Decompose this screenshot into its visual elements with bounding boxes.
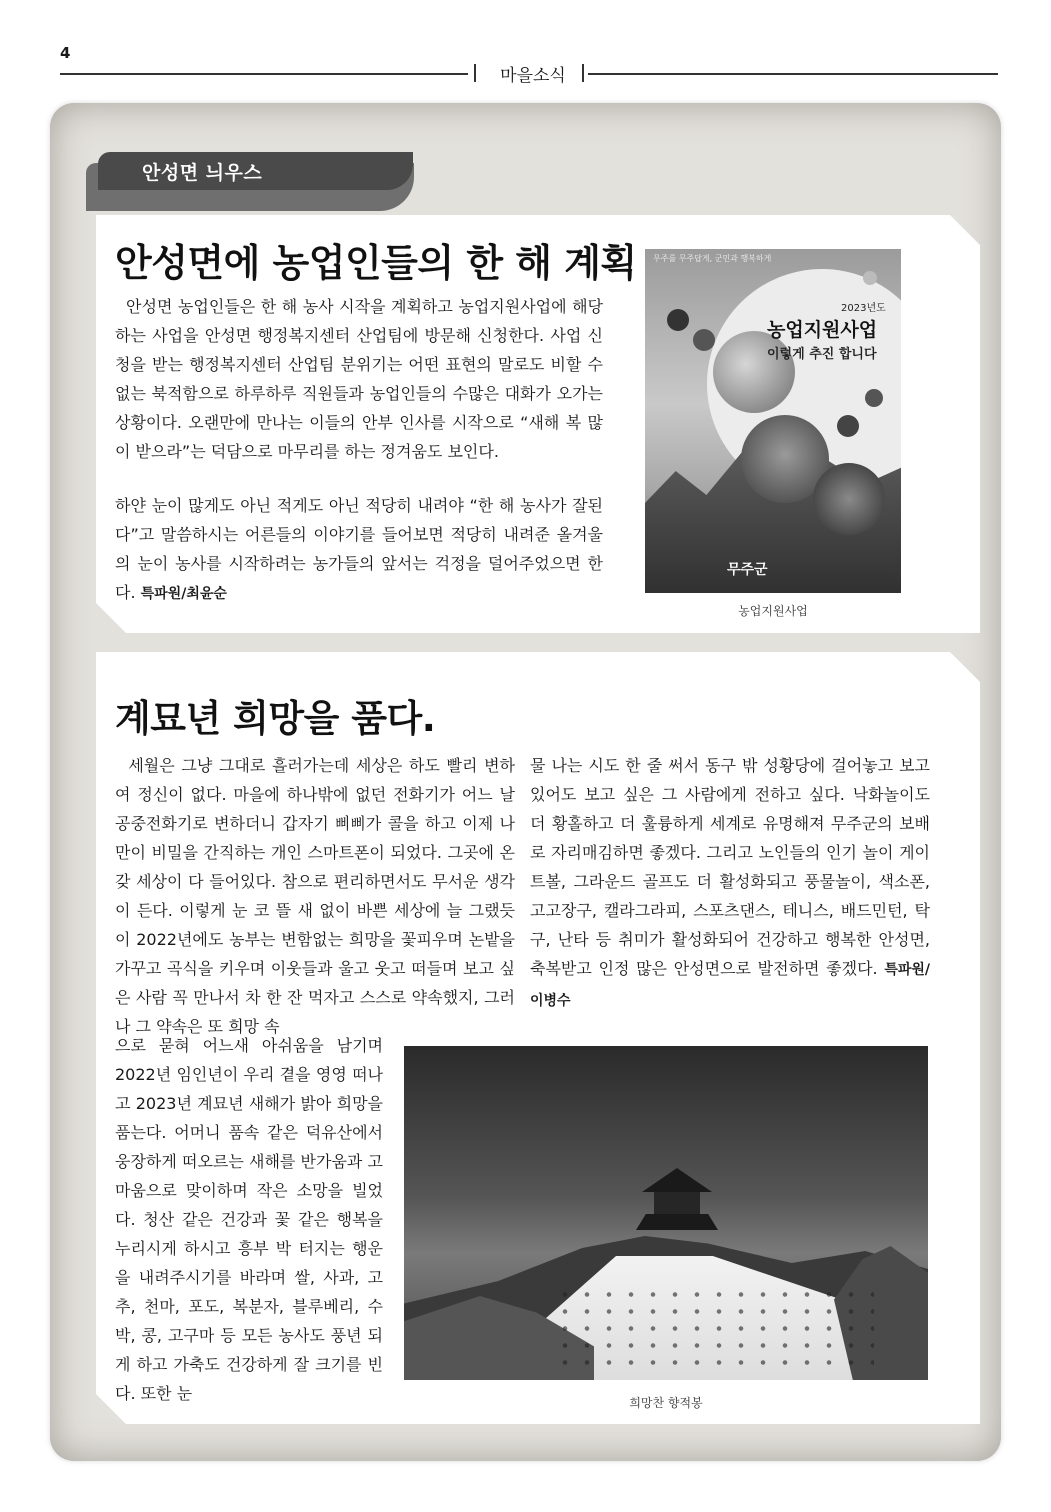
article1-paragraph1-text: 안성면 농업인들은 한 해 농사 시작을 계획하고 농업지원사업에 해당하는 사업을 안성면 행정복지센터 산업팀에 방문해 신청한다. 사업 신청을 받는 행정복지센터 산업팀 분위기는 어떤 표현의 말로도 비할 수 없는 북적함으로 하루하루 직원들과 농업인들의 수많은 대화가 오가는 상황이다. 오랜만에 만나는 이들의 안부 인사를 시작으로 “새해 복 많이 받으라”는 덕담으로 마무리를 하는 정겨움도 보인다. [115,297,603,461]
article2-reporter: 특파원/이병수 [530,962,930,1009]
article2-paragraph-left-bottom: 으로 묻혀 어느새 아쉬움을 남기며 2022년 임인년이 우리 곁을 영영 떠나고 2023년 계묘년 새해가 밝아 희망을 품는다. 어머니 품속 같은 덕유산에서 웅장하게 떠오르는 새해를 반가움과 고마움으로 맞이하며 작은 소망을 빌었다. 청산 같은 건강과 꽃 같은 행복을 누리시게 하시고 흥부 박 터지는 행운을 내려주시기를 바라며 쌀, 사과, 고추, 천마, 포도, 복분자, 블루베리, 수박, 콩, 고구마 등 모든 농사도 풍년 되게 하고 가축도 건강하게 잘 크기를 빈다. 또한 눈 [115,1036,383,1403]
article2-title: 계묘년 희망을 품다. [115,697,436,740]
article2-paragraph-right [530,751,930,1016]
poster-subtitle: 이렇게 추진 합니다 [767,347,877,362]
article2-paragraph-right-text: 물 나는 시도 한 줄 써서 동구 밖 성황당에 걸어놓고 보고 있어도 보고 싶은 그 사람에게 전하고 싶다. 낙화놀이도 더 황홀하고 더 훌륭하게 세계로 유명해져 무주군의 보배로 자리매김하면 좋겠다. 그리고 노인들의 인기 놀이 게이트볼, 그라운드 골프도 더 활성화되고 풍물놀이, 색소폰, 고고장구, 캘라그라피, 스포츠댄스, 테니스, 배드민턴, 탁구, 난타 등 취미가 활성화되어 건강하고 행복한 안성면, 축복받고 인정 많은 안성면으로 발전하면 좋겠다. [530,756,930,978]
header-rule-right [588,73,998,75]
leaf-icon [837,415,859,437]
tools-icon [667,309,689,331]
tractor-icon [865,389,883,407]
article1-title: 안성면에 농업인들의 한 해 계획 [115,241,637,285]
article1-paragraph2 [115,491,603,609]
sprout-icon [863,271,877,285]
article2-paragraph-left-top-text: 세월은 그냥 그대로 흘러가는데 세상은 하도 빨리 변하여 정신이 없다. 마을에 하나밖에 없던 전화기가 어느 날 공중전화기로 변하더니 갑자기 삐삐가 콜을 하고 이제 나만이 비밀을 간직하는 개인 스마트폰이 되었다. 그곳에 온갖 세상이 다 들어있다. 참으로 편리하면서도 무서운 생각이 든다. 이렇게 눈 코 뜰 새 없이 바쁜 세상에 늘 그랬듯이 2022년에도 농부는 변함없는 희망을 꽃피우며 논밭을 가꾸고 곡식을 키우며 이웃들과 울고 웃고 떠들며 보고 싶은 사람 꼭 만나서 차 한 잔 먹자고 스스로 약속했지, 그러나 그 약속은 또 희망 속 [115,756,515,1036]
news-ribbon-label: 안성면 늬우스 [142,162,263,184]
article2-mountain-photo [404,1046,928,1380]
article1-caption: 농업지원사업 [738,604,808,618]
header-rule-left [60,73,468,75]
article2-paragraph-left-top [115,751,515,1041]
header-tick-right [582,64,584,82]
poster-logo: 무주군 [727,562,768,578]
article1-reporter: 특파원/최윤순 [140,586,227,602]
page-number: 4 [60,44,71,62]
hand-icon [693,329,715,351]
poster-main-title: 농업지원사업 [767,319,878,341]
poster-slogan: 무주를 무주답게, 군민과 행복하게 [653,254,772,263]
article1-poster-image [645,249,901,593]
photo-hikers [554,1286,874,1376]
article2-caption: 희망찬 향적봉 [629,1396,703,1410]
poster-photo-circle-3 [813,463,885,535]
section-label: 마을소식 [500,66,566,86]
article1-paragraph1 [115,292,603,466]
article1-paragraph2-text: 하얀 눈이 많게도 아닌 적게도 아닌 적당히 내려야 “한 해 농사가 잘된다”고 말씀하시는 어른들의 이야기를 들어보면 적당히 내려준 올겨울의 눈이 농사를 시작하려는 농가들의 앞서는 걱정을 덜어주었으면 한다. [115,496,603,602]
header-tick-left [474,64,476,82]
photo-pavilion-roof [642,1168,712,1192]
poster-year: 2023년도 [841,303,886,314]
photo-pavilion-lower-roof [636,1214,718,1230]
